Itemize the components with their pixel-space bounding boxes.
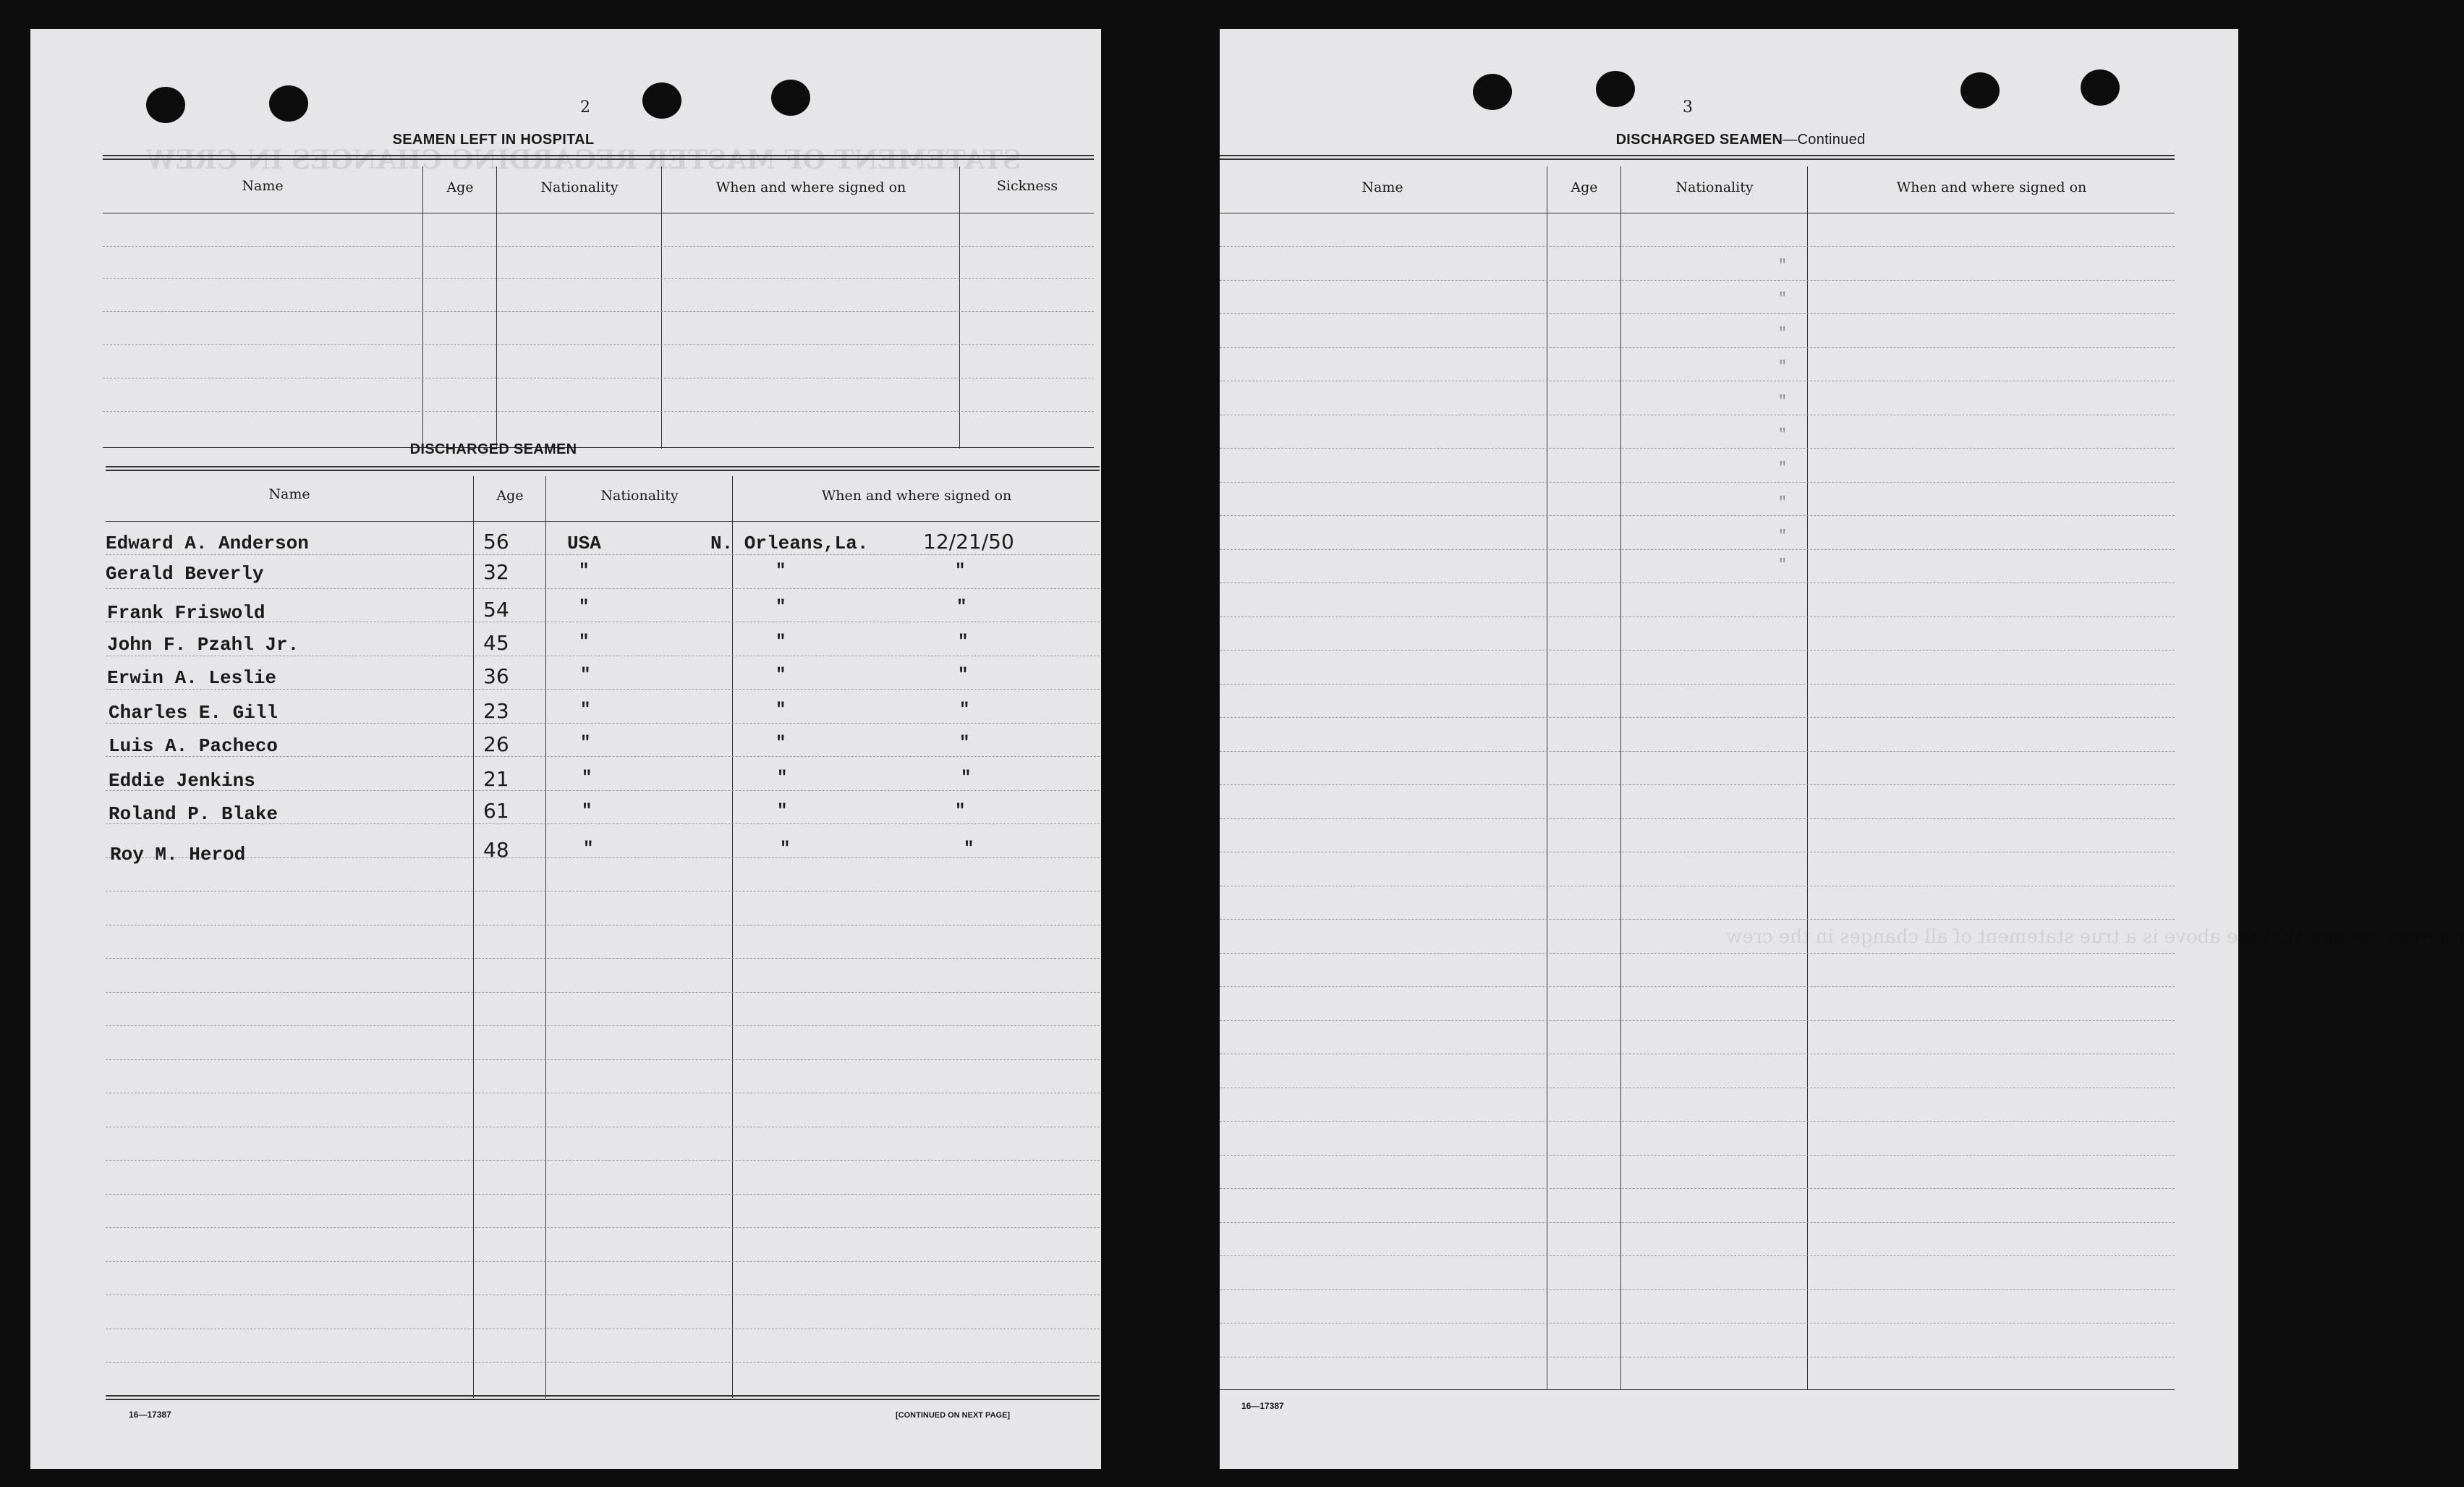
seaman-name: Frank Friswold	[107, 602, 265, 624]
punch-hole	[642, 82, 681, 119]
faint-ditto: "	[1778, 258, 1788, 274]
row-rule	[106, 1160, 1100, 1161]
ditto-mark: "	[776, 598, 786, 617]
row-rule	[1220, 313, 2175, 314]
ditto-mark: "	[958, 666, 969, 685]
seaman-name: Charles E. Gill	[109, 702, 279, 724]
row-rule	[1220, 1222, 2175, 1223]
seaman-name: Roland P. Blake	[109, 803, 279, 825]
row-rule	[106, 992, 1100, 993]
faint-ditto: "	[1778, 359, 1788, 376]
col-header-age: Age	[446, 179, 474, 195]
right-page	[1220, 29, 2464, 1469]
row-rule	[1220, 515, 2175, 516]
seaman-age: 48	[483, 838, 509, 862]
bleed-through: STATEMENT OF MASTER REGARDING CHANGES IN CREW	[146, 145, 1021, 175]
faint-ditto: "	[1778, 291, 1788, 308]
seaman-nationality: USA	[567, 533, 601, 554]
ditto-mark: "	[776, 700, 786, 720]
punch-hole	[2081, 69, 2120, 106]
punch-hole	[1473, 74, 1512, 110]
punch-hole	[1596, 71, 1635, 107]
faint-ditto: "	[1778, 460, 1788, 477]
ditto-mark: "	[959, 700, 970, 720]
ditto-mark: "	[955, 802, 966, 821]
faint-ditto: "	[1778, 495, 1788, 512]
seaman-age: 23	[483, 699, 509, 723]
column-divider	[661, 166, 662, 449]
form-number: 16—17387	[1241, 1401, 1284, 1411]
seaman-age: 36	[483, 664, 509, 688]
column-divider	[545, 476, 546, 1398]
bleed-through: I hereby declare that the above is a true statement of all changes in the crew	[1726, 926, 2464, 948]
punch-hole	[771, 80, 810, 116]
row-rule	[106, 1025, 1100, 1026]
ditto-mark: "	[582, 768, 592, 788]
row-rule	[106, 857, 1100, 858]
continued-note: [CONTINUED ON NEXT PAGE]	[896, 1411, 1011, 1420]
ditto-mark: "	[582, 802, 592, 821]
row-rule	[1220, 1255, 2175, 1256]
seaman-age: 56	[483, 530, 509, 554]
row-rule	[106, 1261, 1100, 1262]
ditto-mark: "	[580, 700, 591, 720]
column-divider	[496, 166, 497, 449]
row-rule	[1220, 246, 2175, 247]
seaman-age: 21	[483, 767, 509, 791]
col-header-age: Age	[1571, 179, 1598, 195]
ditto-mark: "	[579, 562, 590, 581]
row-rule	[1220, 751, 2175, 752]
header-rule	[1220, 155, 2175, 160]
page-number: 3	[1683, 98, 1693, 116]
ditto-mark: "	[777, 802, 788, 821]
column-divider	[1620, 166, 1621, 1389]
seaman-age: 61	[483, 799, 509, 823]
row-rule	[106, 1227, 1100, 1228]
row-rule	[1220, 650, 2175, 651]
seaman-name: Edward A. Anderson	[106, 533, 309, 554]
column-divider	[732, 476, 733, 1398]
col-header-nationality: Nationality	[1675, 179, 1754, 195]
header-rule	[103, 155, 1094, 160]
header-rule	[106, 466, 1100, 471]
seaman-age: 45	[483, 631, 509, 655]
col-header-nationality: Nationality	[600, 488, 679, 504]
col-header-name: Name	[268, 486, 310, 502]
row-rule	[1220, 784, 2175, 785]
col-header-signed-on: When and where signed on	[1896, 179, 2087, 195]
seaman-name: John F. Pzahl Jr.	[107, 634, 299, 656]
col-header-signed-on: When and where signed on	[715, 179, 906, 195]
seaman-name: Eddie Jenkins	[109, 770, 255, 792]
ditto-mark: "	[579, 632, 590, 652]
row-rule	[1220, 347, 2175, 348]
row-rule	[1220, 1020, 2175, 1021]
ditto-mark: "	[961, 768, 972, 788]
row-rule	[1220, 919, 2175, 920]
left-page	[30, 29, 1101, 1469]
row-rule	[106, 588, 1100, 589]
faint-ditto: "	[1778, 557, 1788, 574]
row-rule	[106, 689, 1100, 690]
ditto-mark: "	[580, 666, 591, 685]
continued-suffix: —Continued	[1783, 132, 1866, 148]
ditto-mark: "	[956, 598, 967, 617]
footer-rule	[106, 1395, 1100, 1400]
form-number: 16—17387	[129, 1410, 171, 1420]
row-rule	[1220, 1188, 2175, 1189]
seaman-age: 26	[483, 732, 509, 756]
seaman-age: 32	[483, 560, 509, 584]
faint-ditto: "	[1778, 326, 1788, 342]
col-header-name: Name	[242, 178, 284, 194]
row-rule	[106, 1059, 1100, 1060]
ditto-mark: "	[964, 839, 974, 859]
punch-hole	[1960, 72, 2000, 109]
row-rule	[106, 554, 1100, 555]
col-header-name: Name	[1361, 179, 1403, 195]
discharged-section-title: DISCHARGED SEAMEN	[409, 441, 577, 457]
col-header-sickness: Sickness	[996, 178, 1058, 194]
ditto-mark: "	[776, 734, 786, 753]
ditto-mark: "	[780, 839, 791, 859]
column-divider	[422, 166, 423, 449]
faint-ditto: "	[1778, 427, 1788, 444]
ditto-mark: "	[776, 666, 786, 685]
row-rule	[1220, 717, 2175, 718]
ditto-mark: "	[583, 839, 594, 859]
faint-ditto: "	[1778, 528, 1788, 545]
row-rule	[1220, 986, 2175, 987]
row-rule	[106, 958, 1100, 959]
ditto-mark: "	[958, 632, 969, 652]
row-rule	[106, 1362, 1100, 1363]
signed-on-date: 12/21/50	[923, 530, 1014, 554]
row-rule	[1220, 549, 2175, 550]
col-header-nationality: Nationality	[540, 179, 619, 195]
row-rule	[106, 1194, 1100, 1195]
signed-on-place: N. Orleans,La.	[710, 533, 869, 554]
seaman-name: Roy M. Herod	[110, 844, 246, 865]
seaman-age: 54	[483, 598, 509, 622]
col-header-age: Age	[496, 488, 524, 504]
seaman-name: Luis A. Pacheco	[109, 735, 279, 757]
ditto-mark: "	[580, 734, 591, 753]
row-rule	[1220, 1289, 2175, 1290]
column-divider	[1807, 166, 1808, 1389]
ditto-mark: "	[959, 734, 970, 753]
ditto-mark: "	[776, 562, 786, 581]
hospital-section-title: SEAMEN LEFT IN HOSPITAL	[392, 132, 595, 148]
row-rule	[1220, 482, 2175, 483]
ditto-mark: "	[776, 632, 786, 652]
punch-hole	[269, 85, 308, 122]
section-title: DISCHARGED SEAMEN	[1615, 132, 1783, 148]
ditto-mark: "	[955, 562, 966, 581]
row-rule	[1220, 953, 2175, 954]
seaman-name: Gerald Beverly	[106, 563, 264, 585]
column-divider	[959, 166, 960, 449]
col-header-signed-on: When and where signed on	[821, 488, 1012, 504]
punch-hole	[146, 87, 185, 123]
faint-ditto: "	[1778, 394, 1788, 410]
row-rule	[1220, 448, 2175, 449]
row-rule	[1220, 1155, 2175, 1156]
row-rule	[1220, 1121, 2175, 1122]
column-divider	[473, 476, 474, 1398]
row-rule	[1220, 818, 2175, 819]
ditto-mark: "	[777, 768, 788, 788]
row-rule	[1220, 684, 2175, 685]
row-rule	[1220, 582, 2175, 583]
page-number: 2	[580, 98, 590, 116]
seaman-name: Erwin A. Leslie	[107, 667, 277, 689]
row-rule	[1220, 280, 2175, 281]
ditto-mark: "	[579, 598, 590, 617]
